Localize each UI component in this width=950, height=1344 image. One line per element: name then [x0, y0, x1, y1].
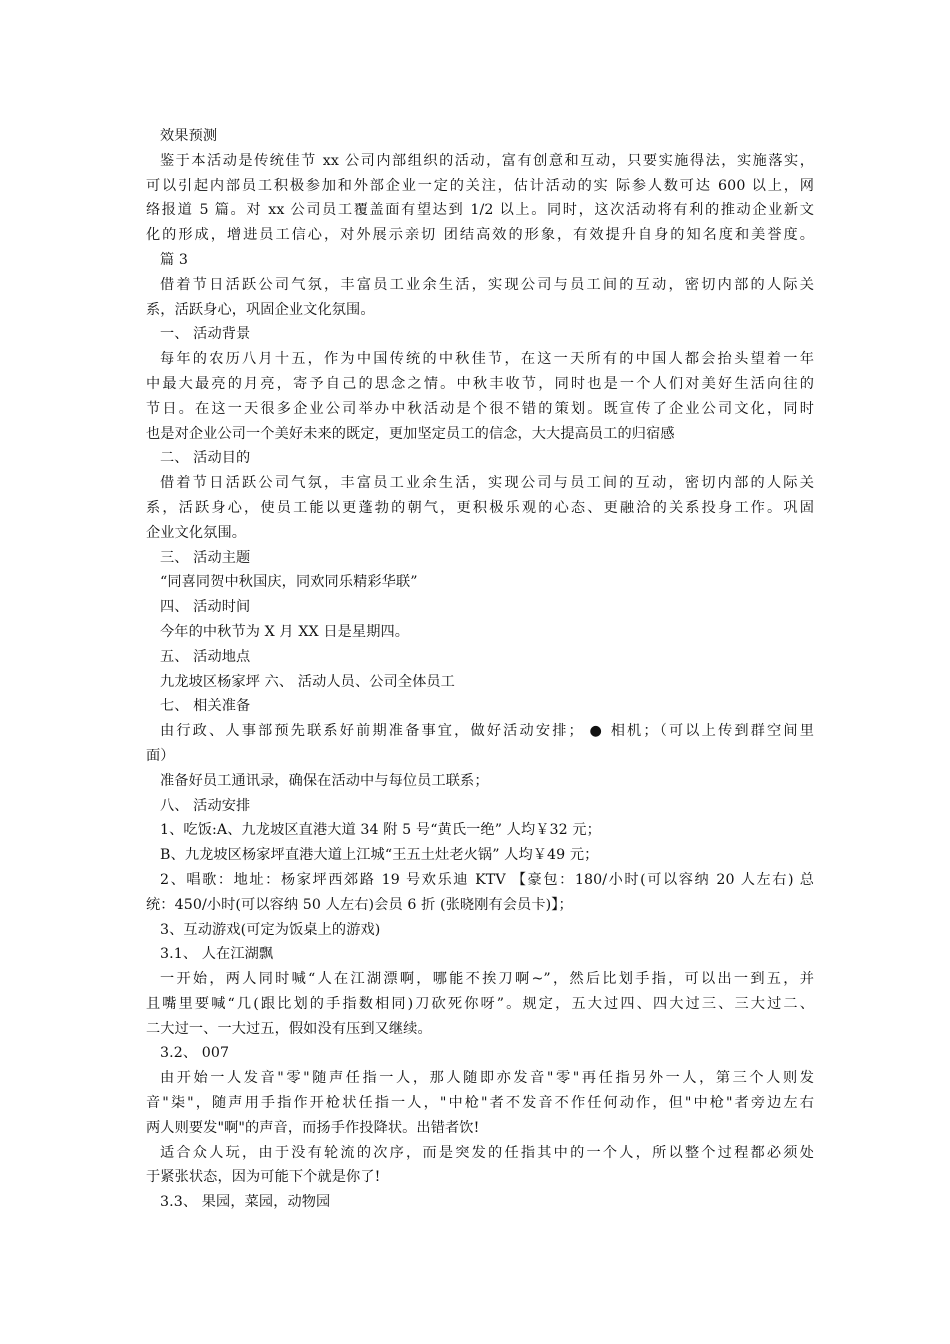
subheading-game: 3.3、 果园，菜园，动物园 — [160, 1194, 331, 1211]
paragraph-line: 音"柒"，随声用手指作开枪状任指一人，"中枪"者不发音不作任何动作，但"中枪"者旁边左右 — [146, 1095, 814, 1112]
paragraph-line: 鉴于本活动是传统佳节 xx 公司内部组织的活动，富有创意和互动，只要实施得法，实施落实， — [160, 152, 814, 169]
paragraph-line: 可以引起内部员工积极参加和外部企业一定的关注，估计活动的实 际参人数可达 600 以上，网 — [146, 177, 814, 194]
list-item: 3、互动游戏(可定为饭桌上的游戏) — [160, 921, 381, 938]
list-item: B、九龙坡区杨家坪直港大道上江城“王五土灶老火锅” 人均￥49 元； — [160, 847, 599, 864]
activity-location-text: 九龙坡区杨家坪 六、 活动人员、公司全体员工 — [160, 673, 455, 690]
paragraph-line: 中最大最亮的月亮，寄予自己的思念之情。中秋丰收节，同时也是一个人们对美好生活向往的 — [146, 375, 814, 392]
paragraph-line: 借着节日活跃公司气氛，丰富员工业余生活，实现公司与员工间的互动，密切内部的人际关 — [160, 276, 814, 293]
paragraph-line: 络报道 5 篇。对 xx 公司员工覆盖面有望达到 1/2 以上。同时，这次活动将有利的推动企业新文 — [146, 202, 814, 219]
list-item: 1、吃饭:A、九龙坡区直港大道 34 附 5 号“黄氏一绝” 人均￥32 元； — [160, 822, 601, 839]
paragraph-line: 由行政、人事部预先联系好前期准备事宜，做好活动安排； ● 相机；（可以上传到群空间里 — [160, 723, 814, 740]
paragraph-line: 于紧张状态，因为可能下个就是你了! — [146, 1169, 381, 1186]
paragraph-line: 由开始一人发音"零"随声任指一人，那人随即亦发音"零"再任指另外一人，第三个人则发 — [160, 1070, 814, 1087]
activity-theme-text: “同喜同贺中秋国庆，同欢同乐精彩华联” — [160, 574, 418, 591]
heading-activity-background: 一、 活动背景 — [160, 326, 251, 343]
paragraph-line: 化的形成，增进员工信心，对外展示亲切 团结高效的形象，有效提升自身的知名度和美誉度。 — [146, 227, 814, 244]
paragraph-line: 节日。在这一天很多企业公司举办中秋活动是个很不错的策划。既宣传了企业公司文化，同时 — [146, 400, 814, 417]
subheading-game: 3.2、 007 — [160, 1045, 230, 1062]
heading-activity-arrangement: 八、 活动安排 — [160, 797, 251, 814]
section-title-part3: 篇 3 — [160, 251, 189, 268]
paragraph-line: 且嘴里要喊“几(跟比划的手指数相同)刀砍死你呀”。规定，五大过四、四大过三、三大过二、 — [146, 995, 814, 1012]
heading-activity-time: 四、 活动时间 — [160, 599, 251, 616]
paragraph-line: 适合众人玩，由于没有轮流的次序，而是突发的任指其中的一个人，所以整个过程都必须处 — [160, 1144, 814, 1161]
paragraph-line: 企业文化氛围。 — [146, 524, 247, 541]
document-page — [146, 124, 814, 1215]
list-item: 2、唱歌：地址：杨家坪西郊路 19 号欢乐迪 KTV 【豪包：180/小时(可以容纳 20 人左右) 总 — [160, 871, 814, 888]
paragraph-line: 系，活跃身心，使员工能以更蓬勃的朝气，更积极乐观的心态、更融洽的关系投身工作。巩固 — [146, 499, 814, 516]
activity-time-text: 今年的中秋节为 X 月 XX 日是星期四。 — [160, 623, 410, 640]
heading-activity-theme: 三、 活动主题 — [160, 549, 251, 566]
heading-activity-location: 五、 活动地点 — [160, 648, 251, 665]
paragraph-line: 两人则要发"啊"的声音，而扬手作投降状。出错者饮! — [146, 1119, 480, 1136]
heading-related-preparation: 七、 相关准备 — [160, 698, 251, 715]
paragraph-line: 面） — [146, 747, 175, 764]
paragraph-line: 二大过一、一大过五，假如没有压到又继续。 — [146, 1020, 432, 1037]
paragraph-line: 也是对企业公司一个美好未来的既定，更加坚定员工的信念，大大提高员工的归宿感 — [146, 425, 675, 442]
paragraph-line: 系，活跃身心，巩固企业文化氛围。 — [146, 301, 375, 318]
paragraph-line: 借着节日活跃公司气氛，丰富员工业余生活，实现公司与员工间的互动，密切内部的人际关 — [160, 475, 814, 492]
paragraph-line: 准备好员工通讯录，确保在活动中与每位员工联系； — [160, 772, 489, 789]
heading-effect-forecast: 效果预测 — [160, 128, 218, 144]
paragraph-line: 每年的农历八月十五，作为中国传统的中秋佳节，在这一天所有的中国人都会抬头望着一年 — [160, 351, 814, 368]
heading-activity-purpose: 二、 活动目的 — [160, 450, 251, 467]
paragraph-line: 统：450/小时(可以容纳 50 人左右)会员 6 折 (张晓刚有会员卡)】； — [146, 896, 573, 913]
subheading-game: 3.1、 人在江湖飘 — [160, 946, 274, 963]
paragraph-line: 一开始，两人同时喊“人在江湖漂啊，哪能不挨刀啊~”，然后比划手指，可以出一到五，并 — [160, 971, 814, 988]
